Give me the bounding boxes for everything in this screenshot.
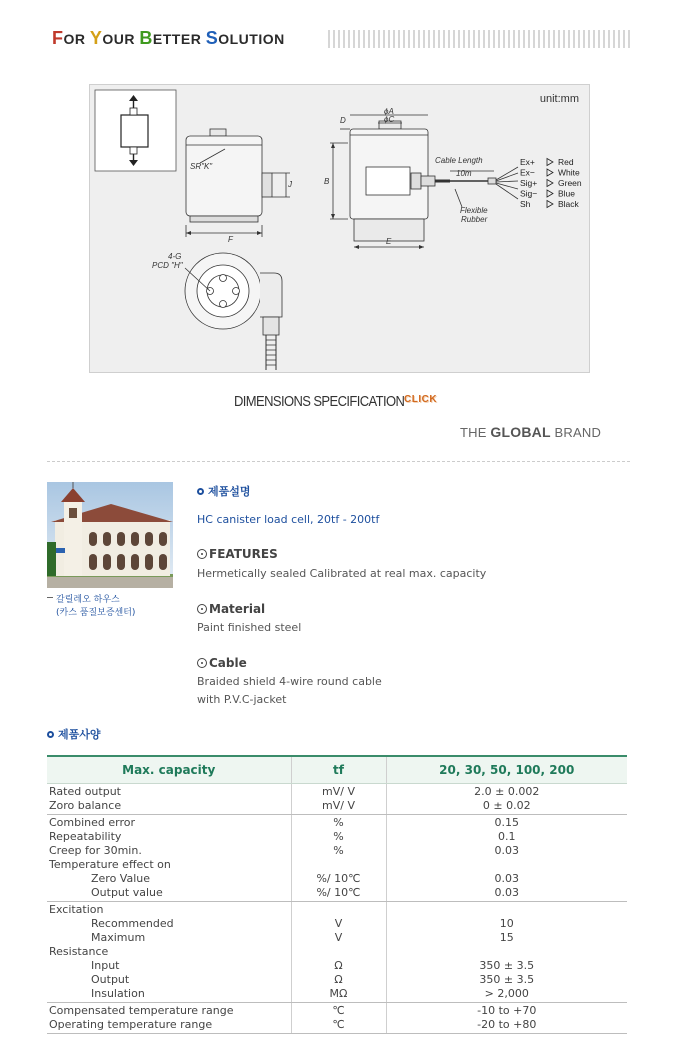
banner-stripes: [328, 30, 630, 48]
spec-group-row: [47, 814, 627, 901]
spec-unit: V: [334, 916, 343, 930]
wire-legend: [520, 157, 582, 209]
spec-label: Input: [91, 958, 120, 972]
spec-label: Zero Value: [91, 871, 151, 885]
wire-signal-label: Sig−: [520, 188, 538, 199]
wire-color-label: Black: [558, 199, 579, 209]
spec-value: > 2,000: [484, 986, 529, 1000]
spec-value: 15: [499, 930, 514, 944]
label-phi-a: ϕA: [384, 107, 394, 116]
label-flexible: Flexible: [460, 206, 488, 215]
slogan-word: ETTER: [152, 31, 202, 47]
spec-value-cell: [386, 814, 627, 901]
brand-prefix: THE: [460, 425, 491, 440]
slogan-letter: F: [52, 28, 64, 48]
wire-signal-label: Sh: [520, 199, 531, 209]
global-brand-logo: [460, 424, 601, 440]
spec-header-row: [47, 756, 627, 783]
front-view: [330, 115, 428, 249]
spec-unit: %: [333, 815, 344, 829]
spec-value: 0.1: [498, 829, 516, 843]
caption-marker: [47, 597, 53, 598]
spec-unit-cell: [291, 901, 386, 1002]
spec-value: 350 ± 3.5: [479, 972, 535, 986]
dimensions-click-button[interactable]: CLICK: [404, 394, 438, 405]
spec-value: [387, 945, 628, 959]
spec-label: Maximum: [91, 930, 146, 944]
label-j: J: [288, 180, 292, 189]
spec-label: Compensated temperature range: [49, 1003, 234, 1017]
brand-suffix: BRAND: [550, 425, 602, 440]
material-heading: [197, 602, 265, 616]
heading-text: 제품사양: [58, 728, 101, 741]
wire-signal-label: Sig+: [520, 178, 538, 188]
banner-slogan: [52, 28, 285, 50]
spec-value: 0.15: [494, 815, 519, 829]
wire-color-label: Red: [558, 157, 574, 167]
spec-heading: [47, 726, 101, 742]
product-description: HC canister load cell, 20tf - 200tf: [197, 513, 380, 526]
spec-group-row: [47, 901, 627, 1002]
dimensions-title: DIMENSIONS SPECIFICATION: [234, 392, 405, 410]
building-photo: [47, 482, 173, 588]
spec-label: Recommended: [91, 916, 174, 930]
label-f: F: [228, 235, 233, 244]
spec-label: Operating temperature range: [49, 1017, 213, 1031]
spec-unit: %: [333, 843, 344, 857]
arrow-icon: [547, 169, 553, 176]
arrow-icon: [547, 201, 553, 208]
spec-unit: %/ 10℃: [316, 871, 361, 885]
spec-unit: MΩ: [329, 986, 348, 1000]
spec-unit: Ω: [334, 972, 343, 986]
spec-label: Excitation: [49, 902, 104, 916]
spec-value: -10 to +70: [477, 1003, 537, 1017]
heading-text: 제품설명: [208, 485, 251, 498]
spec-value: 2.0 ± 0.002: [474, 784, 540, 798]
slogan-letter: B: [139, 28, 153, 48]
label-rubber: Rubber: [461, 215, 488, 224]
spec-unit: mV/ V: [322, 784, 355, 798]
dimension-drawing: [89, 84, 590, 373]
features-heading: [197, 547, 278, 561]
arrow-icon: [547, 180, 553, 187]
spec-label-cell: [47, 783, 291, 814]
label-pcd: PCD "H": [152, 261, 183, 270]
label-d: D: [340, 116, 346, 125]
bullet-icon: [47, 731, 54, 738]
slogan-word: OLUTION: [218, 31, 285, 47]
label-cable-10m: 10m: [456, 169, 472, 178]
slogan-letter: S: [205, 28, 219, 48]
spec-label-cell: [47, 1002, 291, 1033]
slogan-letter: Y: [89, 28, 103, 48]
label-e: E: [386, 237, 392, 246]
spec-label: Output: [91, 972, 130, 986]
spec-unit: [292, 903, 386, 917]
bullet-icon: [197, 604, 207, 614]
label-b: B: [324, 177, 330, 186]
spec-label: Zoro balance: [49, 798, 122, 812]
spec-value: [387, 858, 628, 872]
spec-table: [47, 755, 627, 1034]
material-text: Paint finished steel: [197, 621, 302, 634]
bullet-icon: [197, 658, 207, 668]
header-capacity: Max. capacity: [47, 756, 291, 783]
cable-text-line2: with P.V.C-jacket: [197, 693, 287, 706]
arrow-icon: [547, 190, 553, 197]
spec-value-cell: [386, 1002, 627, 1033]
wire-color-label: Green: [558, 178, 582, 188]
product-description-heading: [197, 483, 251, 499]
spec-unit: mV/ V: [322, 798, 355, 812]
bullet-icon: [197, 549, 207, 559]
label-cable-length: Cable Length: [435, 156, 483, 165]
spec-label-cell: [47, 814, 291, 901]
spec-unit: [292, 945, 386, 959]
section-divider: [47, 461, 630, 462]
spec-value: 0.03: [494, 871, 519, 885]
brand-bold: GLOBAL: [490, 424, 551, 440]
spec-unit: %: [333, 829, 344, 843]
load-direction-icon: [95, 90, 176, 171]
cable-text-line1: Braided shield 4-wire round cable: [197, 675, 382, 688]
features-text: Hermetically sealed Calibrated at real max. capacity: [197, 567, 487, 580]
spec-value: 10: [499, 916, 514, 930]
spec-value: -20 to +80: [477, 1017, 537, 1031]
heading-text: Cable: [209, 656, 247, 670]
spec-unit: [292, 858, 386, 872]
spec-label: Output value: [91, 885, 163, 899]
spec-unit: ℃: [332, 1003, 345, 1017]
spec-label: Insulation: [91, 986, 145, 1000]
header-values: 20, 30, 50, 100, 200: [386, 756, 627, 783]
spec-label: Rated output: [49, 784, 121, 798]
spec-unit-cell: [291, 783, 386, 814]
heading-text: Material: [209, 602, 266, 616]
spec-group-row: [47, 1002, 627, 1033]
spec-unit-cell: [291, 1002, 386, 1033]
bullet-icon: [197, 488, 204, 495]
spec-value: 0.03: [494, 885, 519, 899]
photo-subcaption: (카스 품질보증센터): [56, 608, 136, 618]
spec-value: 350 ± 3.5: [479, 958, 535, 972]
spec-unit: %/ 10℃: [316, 885, 361, 899]
side-view: [186, 129, 290, 237]
spec-unit: Ω: [334, 958, 343, 972]
spec-label: Temperature effect on: [49, 857, 171, 871]
spec-value: [387, 903, 628, 917]
spec-value-cell: [386, 901, 627, 1002]
slogan-word: OR: [63, 31, 86, 47]
spec-value: 0.03: [494, 843, 519, 857]
spec-label: Creep for 30min.: [49, 843, 142, 857]
spec-unit-cell: [291, 814, 386, 901]
heading-text: FEATURES: [209, 547, 278, 561]
spec-body: [47, 783, 627, 1033]
photo-caption: 갈릴레오 하우스: [56, 595, 120, 605]
wire-signal-label: Ex−: [520, 167, 535, 178]
spec-value-cell: [386, 783, 627, 814]
spec-label: Resistance: [49, 944, 109, 958]
arrow-icon: [547, 159, 553, 166]
spec-label: Combined error: [49, 815, 136, 829]
spec-label: Repeatability: [49, 829, 122, 843]
unit-label: unit:mm: [539, 93, 579, 105]
spec-label-cell: [47, 901, 291, 1002]
label-4g: 4-G: [168, 252, 182, 261]
cable-heading: [197, 656, 247, 670]
slogan-word: OUR: [102, 31, 136, 47]
header-unit: tf: [291, 756, 386, 783]
wire-color-label: White: [558, 167, 580, 178]
spec-group-row: [47, 783, 627, 814]
spec-unit: V: [334, 930, 343, 944]
spec-value: 0 ± 0.02: [482, 798, 531, 812]
label-srk: SR"K": [190, 162, 213, 171]
wire-color-label: Blue: [558, 188, 576, 199]
top-view: [185, 253, 282, 370]
wire-signal-label: Ex+: [520, 157, 535, 167]
label-phi-c: ϕC: [384, 115, 395, 124]
spec-unit: ℃: [332, 1017, 345, 1031]
